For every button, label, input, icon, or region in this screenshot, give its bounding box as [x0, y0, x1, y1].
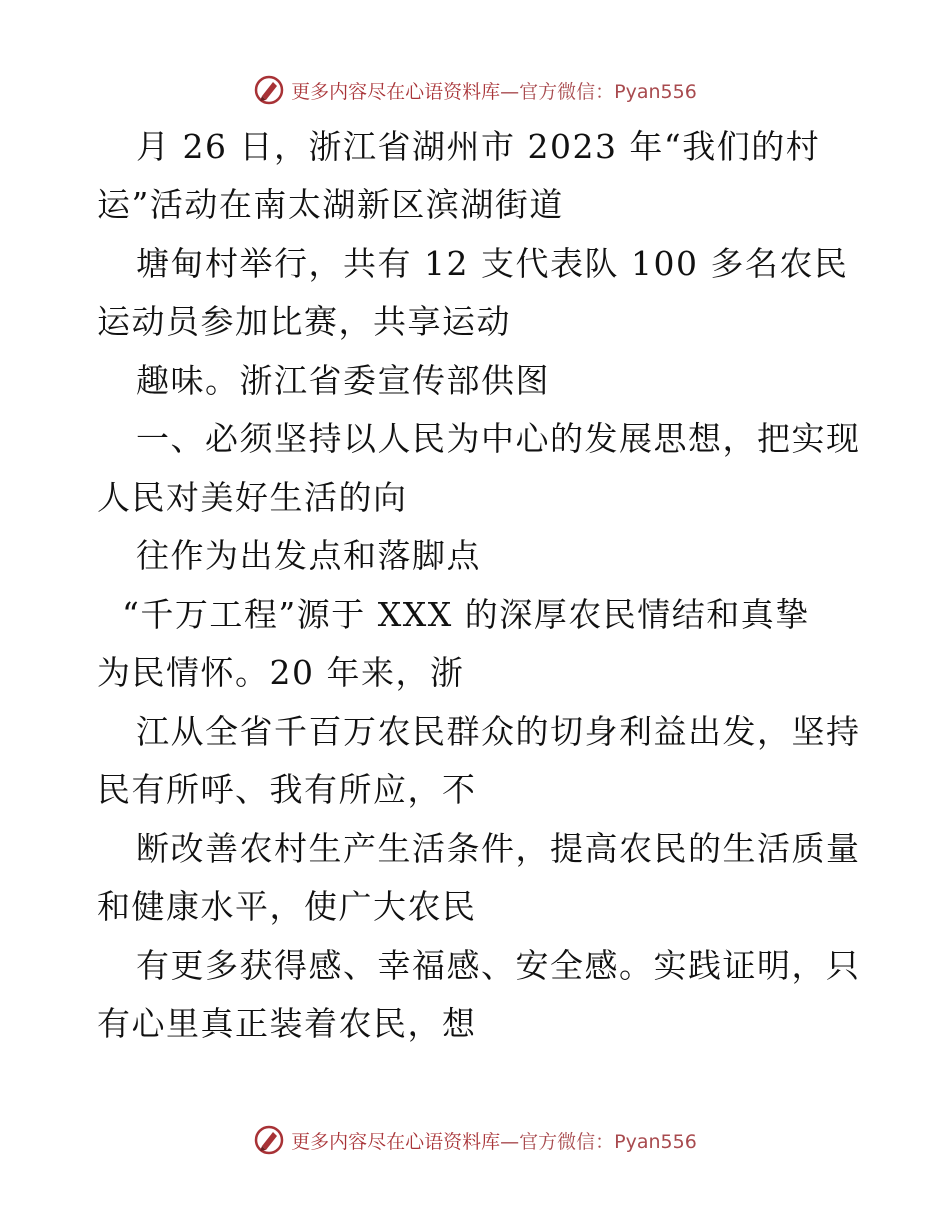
banner-left-text: 更多内容尽在心语资料库: [291, 1130, 501, 1153]
text-line: 有更多获得感、幸福感、安全感。实践证明，只: [136, 946, 861, 985]
text-line: 人民对美好生活的向: [97, 478, 408, 517]
text-line: 运动员参加比赛，共享运动: [97, 302, 511, 341]
text-line: 塘甸村举行，共有 12 支代表队 100 多名农民: [136, 244, 849, 283]
text-line: “千万工程”源于 XXX 的深厚农民情结和真挚: [122, 595, 810, 634]
text-line: 趣味。浙江省委宣传部供图: [136, 361, 550, 400]
text-line: 有心里真正装着农民，想: [97, 1004, 477, 1043]
pen-logo-icon: [253, 1124, 285, 1156]
banner-right-text: —官方微信：Pyan556: [500, 1130, 697, 1153]
text-line: 民有所呼、我有所应，不: [97, 770, 477, 809]
footer-banner: [0, 1120, 950, 1160]
text-line: 和健康水平，使广大农民: [97, 887, 477, 926]
pen-logo-icon: [253, 74, 285, 106]
text-line: 断改善农村生产生活条件，提高农民的生活质量: [136, 829, 861, 868]
text-line: 月 26 日，浙江省湖州市 2023 年“我们的村: [136, 127, 821, 166]
banner-right-text: —官方微信：Pyan556: [500, 80, 697, 103]
banner-left-text: 更多内容尽在心语资料库: [291, 80, 501, 103]
text-line: 运”活动在南太湖新区滨湖街道: [97, 185, 564, 224]
text-line: 为民情怀。20 年来，浙: [97, 653, 465, 692]
text-line: 往作为出发点和落脚点: [136, 536, 481, 575]
text-line: 江从全省千百万农民群众的切身利益出发，坚持: [136, 712, 861, 751]
text-line: 一、必须坚持以人民为中心的发展思想，把实现: [136, 419, 861, 458]
header-banner: [0, 70, 950, 110]
